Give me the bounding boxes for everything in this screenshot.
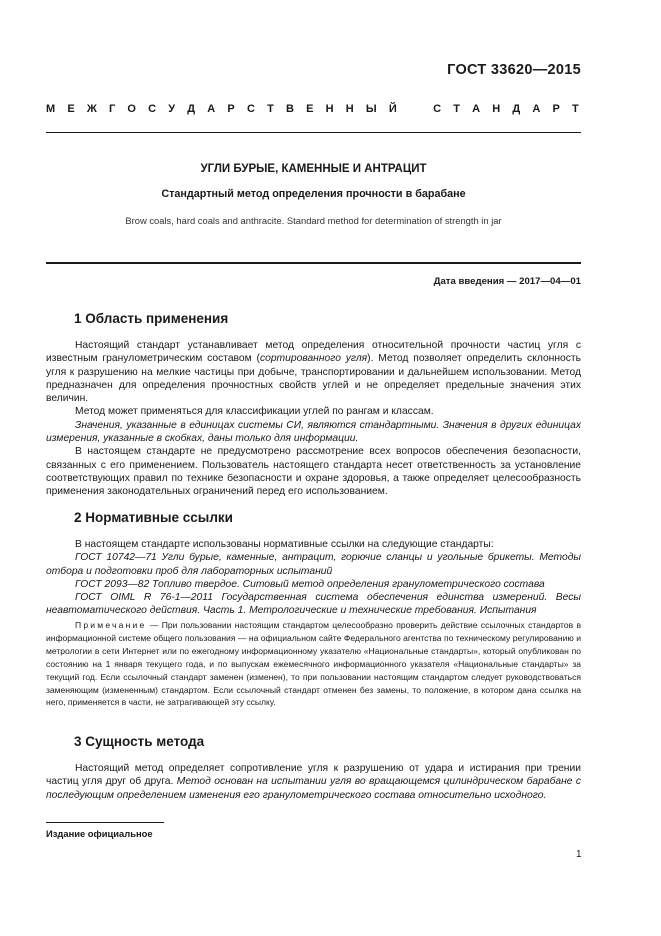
introduction-date: Дата введения — 2017—04—01 — [433, 276, 581, 287]
title-block-rule — [46, 262, 581, 264]
text-run: сортированного угля — [259, 353, 368, 365]
banner-letter: С — [148, 103, 157, 115]
section-1-heading: 1 Область применения — [74, 311, 229, 326]
paragraph — [46, 339, 581, 405]
text-run: В настоящем стандарте не предусмотрено рассмотрение всех вопросов обеспечения безопасности, связанных с его применением. Пользователь настоящего стандарта несет ответственность за установление соответствующих правил по технике безопасности и охране здоровья, а также определяет целесообразность применения законодательных ограничений перед его использованием. — [46, 446, 581, 498]
page-number: 1 — [576, 849, 582, 860]
english-title: Brow coals, hard coals and anthracite. Standard method for determination of strength in jar — [125, 215, 502, 226]
banner-letter: Г — [108, 103, 116, 115]
banner-letter: А — [472, 103, 481, 115]
banner-letter: Ж — [86, 103, 97, 115]
banner-letter: Н — [345, 103, 354, 115]
banner-letter: Ы — [365, 103, 377, 115]
banner-letter: А — [207, 103, 216, 115]
banner-letter: А — [532, 103, 541, 115]
text-run: ГОСТ 10742—71 Угли бурые, каменные, антрацит, горючие сланцы и угольные брикеты. Методы отбора и подготовки проб для лабораторных испытаний — [46, 552, 581, 577]
banner-letter: О — [127, 103, 136, 115]
text-run: ГОСТ 2093—82 Топливо твердое. Ситовый метод определения гранулометрического состава — [75, 578, 545, 590]
text-run: Настоящий метод определяет сопротивление угля к разрушению от удара и истирания при трении частиц угля друг об друга. — [46, 763, 581, 788]
banner-letter: В — [285, 103, 294, 115]
text-run: Значения, указанные в единицах системы СИ, являются стандартными. Значения в других единицах измерения, указанные в скобках, даны только для информации. — [46, 419, 581, 445]
footer-rule — [46, 822, 164, 823]
text-run: Метод основан на испытании угля во вращающемся цилиндрическом барабане с последующим определением изменения его гранулометрического состава относительно исходного. — [46, 776, 582, 801]
banner-letter — [409, 103, 421, 115]
paragraph — [46, 405, 581, 418]
text-run: ). Метод позволяет определить склонность угля к разрушению на мелкие частицы при добыче, транспортировании и дальнейшем использовании. Метод предназначен для определения прочностных свойств углей и не определяет предельные значения этих величин. — [46, 353, 581, 405]
banner-letter: С — [433, 103, 442, 115]
banner-letter: Р — [227, 103, 235, 115]
banner-letter: Т — [267, 103, 274, 115]
banner-letter: Й — [388, 103, 397, 115]
banner-letter: С — [246, 103, 255, 115]
paragraph — [46, 591, 581, 618]
official-edition-label: Издание официальное — [46, 828, 153, 839]
text-run: ГОСТ OIML R 76-1—2011 Государственная система обеспечения единства измерений. Весы неавтоматического действия. Часть 1. Метрологические и технические требования. Испытания — [46, 592, 581, 617]
paragraph — [46, 551, 581, 578]
section-3-body — [46, 762, 581, 802]
banner-letter: Д — [187, 103, 196, 115]
section-2-body — [46, 538, 581, 618]
note-label: Примечание — [75, 620, 147, 630]
banner-letter: Т — [572, 103, 579, 115]
banner-letter: Т — [453, 103, 460, 115]
text-run: Метод может применяться для классификации углей по рангам и классам. — [75, 406, 434, 418]
text-run: Настоящий стандарт устанавливает метод определения относительной прочности частиц угля с известным гранулометрическим составом ( — [46, 340, 581, 365]
document-code: ГОСТ 33620—2015 — [447, 62, 581, 78]
paragraph — [46, 445, 581, 498]
text-run: В настоящем стандарте использованы нормативные ссылки на следующие стандарты: — [75, 539, 494, 550]
banner-letter: Е — [306, 103, 314, 115]
paragraph — [46, 419, 581, 446]
banner-letter: М — [46, 103, 56, 115]
banner-letter: Р — [552, 103, 560, 115]
banner-letter: Д — [512, 103, 521, 115]
section-3-heading: 3 Сущность метода — [74, 734, 205, 749]
banner-letter: У — [168, 103, 176, 115]
interstate-standard-banner — [46, 103, 579, 115]
section-2-heading: 2 Нормативные ссылки — [74, 510, 233, 525]
section-1-body — [46, 339, 581, 499]
banner-letter: Н — [325, 103, 334, 115]
note-text: — При пользовании настоящим стандартом целесообразно проверить действие ссылочных стандартов в информационной системе общего пользования — на официальном сайте Федерального агентства по техническому регулированию и метрологии в сети Интернет или по ежегодному информационному указателю «Национальные стандарты», который опубликован по состоянию на 1 января текущего года, и по выпускам ежемесячного информационного указателя «Национальные стандарты» за текущий год. Если ссылочный стандарт заменен (изменен), то при пользовании настоящим стандартом следует руководствоваться заменяющим (измененным) стандартом. Если ссылочный стандарт отменен без замены, то положение, в котором дана ссылка на него, применяется в части, не затрагивающей эту ссылку. — [46, 620, 581, 708]
paragraph — [46, 538, 581, 551]
document-title: УГЛИ БУРЫЕ, КАМЕННЫЕ И АНТРАЦИТ — [200, 163, 427, 175]
header-rule — [46, 132, 581, 133]
banner-letter: Н — [492, 103, 501, 115]
banner-letter: Е — [67, 103, 75, 115]
paragraph — [46, 578, 581, 591]
paragraph — [46, 762, 581, 802]
section-2-note — [46, 619, 581, 709]
document-subtitle: Стандартный метод определения прочности в барабане — [161, 188, 466, 200]
